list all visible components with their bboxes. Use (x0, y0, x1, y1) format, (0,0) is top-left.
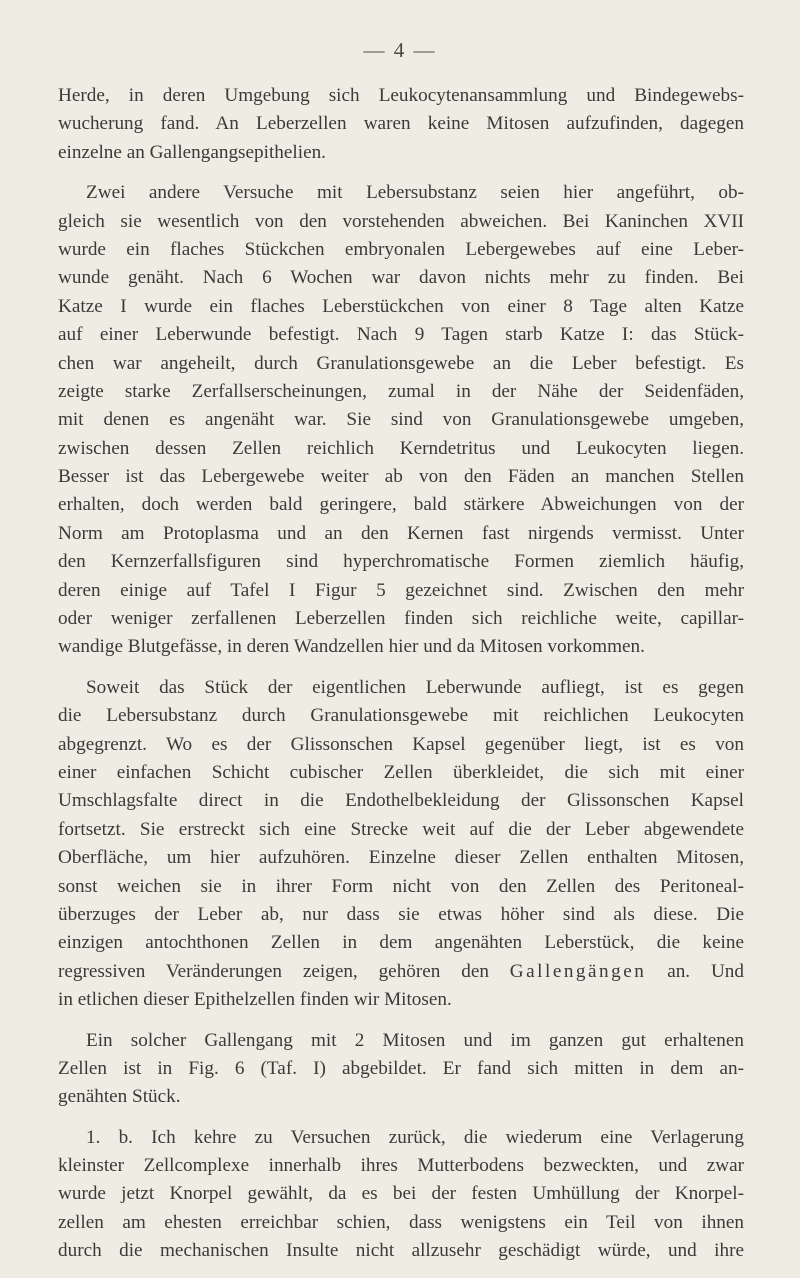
text-line: Norm am Protoplasma und an den Kernen fast nirgends vermisst. Unter (58, 522, 744, 544)
text-line: Soweit das Stück der eigentlichen Leberwunde aufliegt, ist es gegen (86, 676, 744, 698)
text-line: zwischen dessen Zellen reichlich Kerndetritus und Leukocyten liegen. (58, 437, 744, 459)
text-run: an. Und (646, 960, 744, 982)
text-line: Zwei andere Versuche mit Lebersubstanz seien hier angeführt, ob- (86, 182, 744, 204)
text-line: wurde ein flaches Stückchen embryonalen Lebergewebes auf eine Leber- (58, 238, 744, 260)
text-line: chen war angeheilt, durch Granulationsgewebe an die Leber befestigt. Es (58, 352, 744, 374)
paragraph (58, 674, 744, 1015)
text-line: zeigte starke Zerfallserscheinungen, zumal in der Nähe der Seidenfäden, (58, 380, 744, 402)
text-line: Oberfläche, um hier aufzuhören. Einzelne dieser Zellen enthalten Mitosen, (58, 847, 744, 869)
text-line: Zellen ist in Fig. 6 (Taf. I) abgebildet. Er fand sich mitten in dem an- (58, 1057, 744, 1079)
text-line: in etlichen dieser Epithelzellen finden wir Mitosen. (58, 989, 452, 1011)
text-line: durch die mechanischen Insulte nicht allzusehr geschädigt würde, und ihre (58, 1240, 744, 1262)
paragraph (58, 179, 744, 662)
text-line: genähten Stück. (58, 1086, 181, 1108)
emphasized-term: Gallengängen (509, 960, 647, 982)
text-line: einzelne an Gallengangsepithelien. (58, 141, 326, 163)
paragraph (58, 1124, 744, 1266)
paragraph (58, 82, 744, 167)
text-line: wunde genäht. Nach 6 Wochen war davon nichts mehr zu finden. Bei (58, 267, 744, 289)
text-line: wucherung fand. An Leberzellen waren keine Mitosen aufzufinden, dagegen (58, 113, 744, 135)
text-line: einzigen antochthonen Zellen in dem angenähten Leberstück, die keine (58, 932, 744, 954)
text-line: einer einfachen Schicht cubischer Zellen überkleidet, die sich mit einer (58, 761, 744, 783)
text-line: sonst weichen sie in ihrer Form nicht von den Zellen des Peritoneal- (58, 875, 744, 897)
text-line: mit denen es angenäht war. Sie sind von Granulationsgewebe umgeben, (58, 409, 744, 431)
text-line: Herde, in deren Umgebung sich Leukocytenansammlung und Bindegewebs- (58, 85, 744, 106)
text-line: abgegrenzt. Wo es der Glissonschen Kapsel gegenüber liegt, ist es von (58, 733, 744, 755)
text-line: fortsetzt. Sie erstreckt sich eine Strecke weit auf die der Leber abgewendete (58, 818, 744, 840)
text-line: Besser ist das Lebergewebe weiter ab von den Fäden an manchen Stellen (58, 466, 744, 488)
text-line: wurde jetzt Knorpel gewählt, da es bei der festen Umhüllung der Knorpel- (58, 1183, 744, 1205)
text-run: regressiven Veränderungen zeigen, gehören den (58, 960, 510, 982)
paragraph (58, 1027, 744, 1112)
page-number: — 4 — (363, 38, 437, 62)
text-line: den Kernzerfallsfiguren sind hyperchromatische Formen ziemlich häufig, (58, 551, 744, 573)
text-line: gleich sie wesentlich von den vorstehenden abweichen. Bei Kaninchen XVII (58, 210, 744, 232)
text-line: Ein solcher Gallengang mit 2 Mitosen und im ganzen gut erhaltenen (86, 1029, 744, 1051)
text-line: deren einige auf Tafel I Figur 5 gezeichnet sind. Zwischen den mehr (58, 579, 744, 601)
text-line: die Lebersubstanz durch Granulationsgewebe mit reichlichen Leukocyten (58, 705, 744, 727)
text-line: überzuges der Leber ab, nur dass sie etwas höher sind als diese. Die (58, 903, 744, 925)
body-text (58, 82, 744, 1278)
text-line: Umschlagsfalte direct in die Endothelbekleidung der Glissonschen Kapsel (58, 790, 744, 812)
text-line (58, 958, 744, 986)
text-line: erhalten, doch werden bald geringere, bald stärkere Abweichungen von der (58, 494, 744, 516)
text-line: 1. b. Ich kehre zu Versuchen zurück, die wiederum eine Verlagerung (86, 1126, 744, 1148)
text-line: Katze I wurde ein flaches Leberstückchen von einer 8 Tage alten Katze (58, 295, 744, 317)
text-line: kleinster Zellcomplexe innerhalb ihres Mutterbodens bezweckten, und zwar (58, 1155, 744, 1177)
text-line: wandige Blutgefässe, in deren Wandzellen hier und da Mitosen vorkommen. (58, 636, 645, 658)
text-line: zellen am ehesten erreichbar schien, dass wenigstens ein Teil von ihnen (58, 1211, 744, 1233)
text-line: auf einer Leberwunde befestigt. Nach 9 Tagen starb Katze I: das Stück- (58, 324, 744, 346)
text-line: oder weniger zerfallenen Leberzellen finden sich reichliche weite, capillar- (58, 608, 744, 630)
